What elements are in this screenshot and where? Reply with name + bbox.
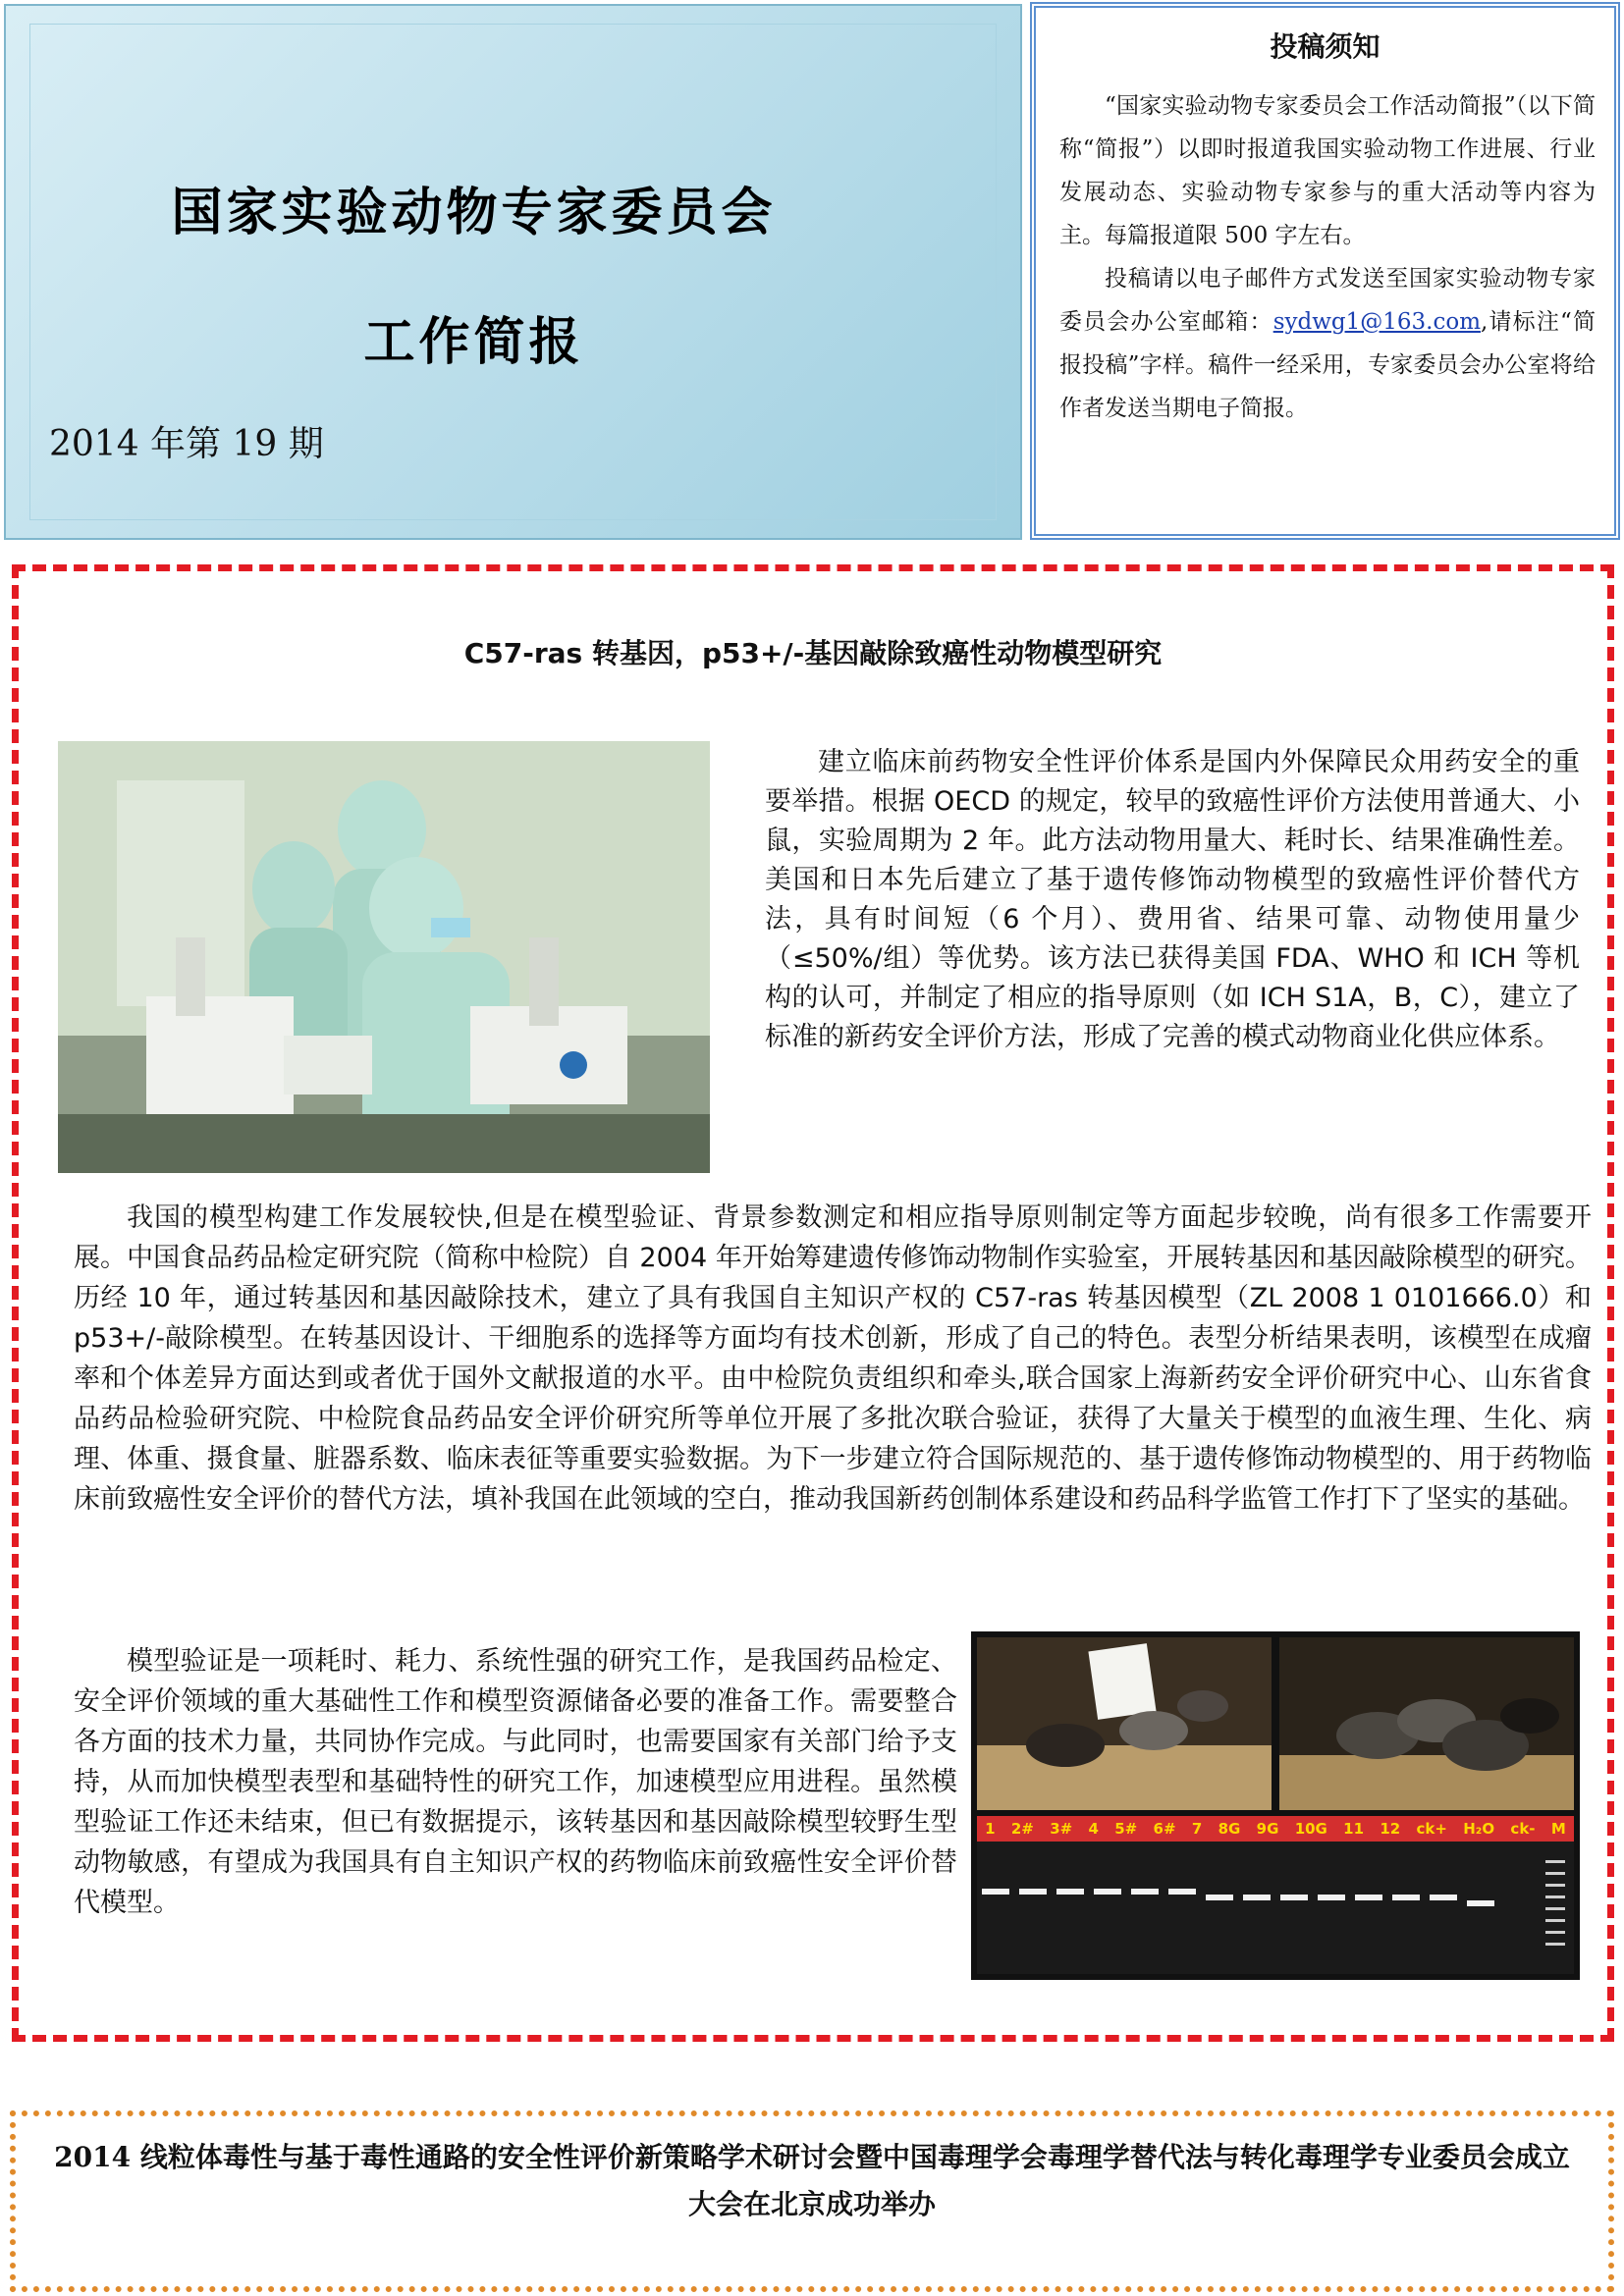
gel-lane-label: 7 <box>1191 1820 1203 1838</box>
gel-lane-label: 6# <box>1153 1820 1176 1838</box>
gel-band <box>1019 1889 1047 1895</box>
gel-band <box>1318 1895 1345 1900</box>
gel-band <box>982 1889 1009 1895</box>
issue-number: 2014 年第 19 期 <box>49 424 324 464</box>
notice-paragraph-1: “国家实验动物专家委员会工作活动简报”（以下简称“简报”）以即时报道我国实验动物工作进展、行业发展动态、实验动物专家参与的重大活动等内容为主。每篇报道限 500 字左右。 <box>1059 93 1596 248</box>
gel-band <box>1243 1895 1271 1900</box>
gel-marker-band <box>1545 1943 1565 1946</box>
gel-marker-band <box>1545 1872 1565 1875</box>
mice-illustration-left <box>977 1637 1272 1810</box>
gel-lane-label: 11 <box>1343 1820 1365 1838</box>
gel-lane-label: 1 <box>985 1820 996 1838</box>
gel-lane-label: 5# <box>1114 1820 1138 1838</box>
gel-lane-label: ck- <box>1510 1820 1536 1838</box>
gel-lane-label: 4 <box>1088 1820 1099 1838</box>
lab-photo <box>58 741 710 1173</box>
gel-marker-band <box>1545 1884 1565 1887</box>
gel-band <box>1094 1889 1121 1895</box>
submission-notice <box>1030 2 1620 540</box>
gel-bands <box>977 1845 1574 1968</box>
mice-photo-right <box>1279 1637 1574 1810</box>
submission-email-link[interactable]: sydwg1@163.com <box>1272 309 1481 335</box>
mice-gel-figure <box>971 1631 1580 1980</box>
gel-lane-label: 2# <box>1010 1820 1034 1838</box>
gel-lane-label: ck+ <box>1416 1820 1447 1838</box>
gel-marker-band <box>1545 1907 1565 1910</box>
gel-lane-label: 12 <box>1380 1820 1401 1838</box>
gel-band <box>1430 1895 1457 1900</box>
pcr-gel-image <box>977 1816 1574 1974</box>
gel-lane-label: H₂O <box>1463 1820 1495 1838</box>
gel-marker-band <box>1545 1919 1565 1922</box>
gel-marker-band <box>1545 1931 1565 1934</box>
gel-lane-label: 8G <box>1218 1820 1241 1838</box>
article-conclusion-paragraph <box>74 1641 957 1923</box>
gel-band <box>1206 1895 1233 1900</box>
gel-band <box>1131 1889 1159 1895</box>
gel-lane-label: M <box>1550 1820 1566 1838</box>
gel-band <box>1280 1895 1308 1900</box>
next-article-headline: 2014 线粒体毒性与基于毒性通路的安全性评价新策略学术研讨会暨中国毒理学会毒理学替代法与转化毒理学专业委员会成立大会在北京成功举办 <box>54 2141 1570 2220</box>
lab-photo-illustration <box>58 741 710 1173</box>
gel-lane-label: 10G <box>1294 1820 1327 1838</box>
gel-lane-labels <box>977 1816 1574 1842</box>
gel-band <box>1392 1895 1420 1900</box>
notice-title: 投稿须知 <box>1270 30 1380 63</box>
notice-body <box>1059 84 1596 430</box>
next-article-box <box>10 2110 1614 2292</box>
masthead <box>4 4 1022 540</box>
article-frame <box>12 564 1614 2042</box>
gel-band <box>1467 1900 1494 1906</box>
newsletter-subtitle: 工作简报 <box>363 313 584 372</box>
notice-paragraph-2 <box>1059 257 1596 430</box>
gel-lane-label: 9G <box>1256 1820 1279 1838</box>
gel-band <box>1355 1895 1382 1900</box>
newsletter-title: 国家实验动物专家委员会 <box>171 184 777 242</box>
gel-marker-band <box>1545 1896 1565 1898</box>
body-text: 我国的模型构建工作发展较快,但是在模型验证、背景参数测定和相应指导原则制定等方面起步较晚，尚有很多工作需要开展。中国食品药品检定研究院（简称中检院）自 2004 年开始筹建遗传修饰动物制作实验室，开展转基因和基因敲除模型的研究。历经 10 年，通过转基因和基因敲除技术，建立了具有我国自主知识产权的 C57-ras 转基因模型（ZL 2008 1 0101666.0）和 p53+/-敲除模型。在转基因设计、干细胞系的选择等方面均有技术创新，形成了自己的特色。表型分析结果表明，该模型在成瘤率和个体差异方面达到或者优于国外文献报道的水平。由中检院负责组织和牵头,联合国家上海新药安全评价研究中心、山东省食品药品检验研究院、中检院食品药品安全评价研究所等单位开展了多批次联合验证，获得了大量关于模型的血液生理、生化、病理、体重、摄食量、脏器系数、临床表征等重要实验数据。为下一步建立符合国际规范的、基于遗传修饰动物模型的、用于药物临床前致癌性安全评价的替代方法，填补我国在此领域的空白，推动我国新药创制体系建设和药品科学监管工作打下了坚实的基础。 <box>74 1202 1592 1515</box>
gel-marker-band <box>1545 1860 1565 1863</box>
article-body-paragraph <box>74 1198 1592 1520</box>
gel-band <box>1056 1889 1084 1895</box>
notice-paragraph-2-lead: 投稿请以电子邮件方式发送至国家实验动物专家委员会办公室邮箱： <box>1059 266 1596 335</box>
gel-lane-label: 3# <box>1050 1820 1073 1838</box>
mice-photo-left <box>977 1637 1272 1810</box>
article-intro-paragraph <box>765 743 1580 1057</box>
intro-text: 建立临床前药物安全性评价体系是国内外保障民众用药安全的重要举措。根据 OECD 的规定，较早的致癌性评价方法使用普通大、小鼠，实验周期为 2 年。此方法动物用量大、耗时长、结果准确性差。美国和日本先后建立了基于遗传修饰动物模型的致癌性评价替代方法，具有时间短（6 个月）、费用省、结果可靠、动物使用量少（≤50%/组）等优势。该方法已获得美国 FDA、WHO 和 ICH 等机构的认可，并制定了相应的指导原则（如 ICH S1A，B，C），建立了标准的新药安全评价方法，形成了完善的模式动物商业化供应体系。 <box>765 747 1580 1052</box>
article-title: C57-ras 转基因，p53+/-基因敲除致癌性动物模型研究 <box>463 637 1163 669</box>
conclusion-text: 模型验证是一项耗时、耗力、系统性强的研究工作，是我国药品检定、安全评价领域的重大基础性工作和模型资源储备必要的准备工作。需要整合各方面的技术力量，共同协作完成。与此同时，也需要国家有关部门给予支持，从而加快模型表型和基础特性的研究工作，加速模型应用进程。虽然模型验证工作还未结束，但已有数据提示，该转基因和基因敲除模型较野生型动物敏感，有望成为我国具有自主知识产权的药物临床前致癌性安全评价替代模型。 <box>74 1646 957 1918</box>
gel-band <box>1168 1889 1196 1895</box>
notice-paragraph-2-tail: ,请标注“简报投稿”字样。稿件一经采用，专家委员会办公室将给作者发送当期电子简报。 <box>1059 309 1597 421</box>
mice-illustration-right <box>1279 1637 1574 1810</box>
